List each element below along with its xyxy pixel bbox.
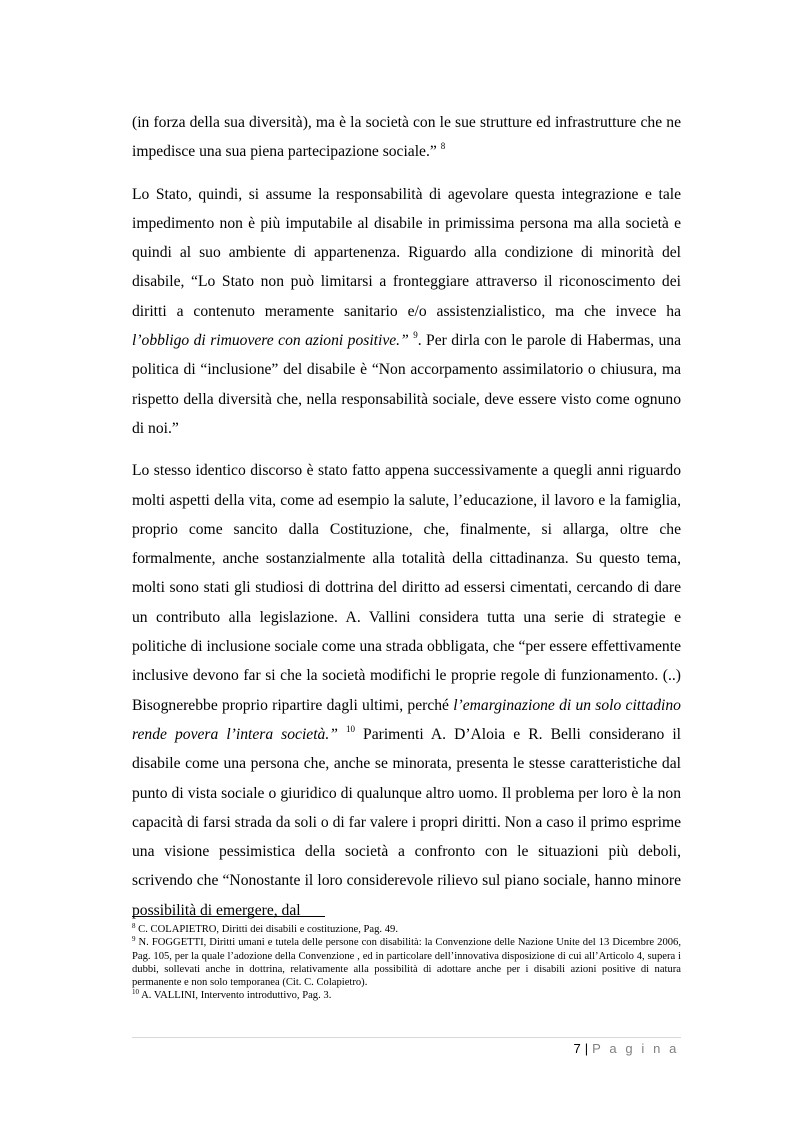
footer-separator: |: [584, 1041, 589, 1056]
footnote-text: A. VALLINI, Intervento introduttivo, Pag. 3.: [139, 990, 332, 1002]
paragraph-3: [132, 456, 681, 925]
page-label: P a g i n a: [592, 1041, 679, 1056]
footnote-ref-10[interactable]: 10: [345, 723, 355, 734]
page-footer: [573, 1041, 679, 1056]
footnote-text: N. FOGGETTI, Diritti umani e tutela delle persone con disabilità: la Convenzione delle Nazione Unite del 13 Dicembre 2006, Pag. 105, per la quale l’adozione della Convenzione , ed in particolare dell’innovativa disposizione di cui all’Articolo 4, supera i dubbi, sollevati anche in dottrina, relativamente alla possibilità di adottare anche per i disabili azioni positive di natura permanente e non solo temporanea (Cit. C. Colapietro).: [132, 937, 681, 989]
footnote-number: 8: [132, 922, 136, 930]
footnote-number: 10: [132, 988, 139, 997]
footnote-separator: [132, 916, 325, 917]
footnote-9: [132, 936, 681, 989]
body-text: [132, 108, 681, 938]
footnote-10: [132, 989, 681, 1002]
italic-quote: l’emarginazione di un solo cittadino rende povera l’intera società.”: [132, 696, 681, 743]
paragraph-1: [132, 108, 681, 167]
paragraph-text: Lo stesso identico discorso è stato fatto appena successivamente a quegli anni riguardo molti aspetti della vita, come ad esempio la salute, l’educazione, il lavoro e la famiglia, proprio come sancito dalla Costituzione, che, finalmente, si allarga, oltre che formalmente, anche sostanzialmente alla totalità della cittadinanza. Su questo tema, molti sono stati gli studiosi di dottrina del diritto ad essersi cimentati, cercando di dare un contributo alla legislazione. A. Vallini considera tutta una serie di strategie e politiche di inclusione sociale come una strada obbligata, che “per essere effettivamente inclusive devono far si che la società modifichi le proprie regole di funzionamento. (..) Bisognerebbe proprio ripartire dagli ultimi, perché: [132, 462, 681, 714]
italic-quote: l’obbligo di rimuovere con azioni positive.”: [132, 332, 409, 350]
footnote-ref-9[interactable]: 9: [413, 330, 418, 341]
footnote-ref-8[interactable]: 8: [440, 141, 446, 152]
paragraph-text: . Per dirla con le parole di Habermas, una politica di “inclusione” del disabile è “Non accorpamento assimilatorio o chiusura, ma rispetto della diversità che, nella responsabilità sociale, deve essere visto come ognuno di noi.”: [132, 332, 681, 437]
footer-divider: [132, 1037, 681, 1038]
page-number: 7: [573, 1041, 581, 1056]
footnote-8: [132, 923, 681, 936]
paragraph-2: [132, 180, 681, 444]
footnotes: [132, 923, 681, 1003]
footnote-number: 9: [132, 935, 136, 944]
paragraph-text: Lo Stato, quindi, si assume la responsabilità di agevolare questa integrazione e tale impedimento non è più imputabile al disabile in primissima persona ma alla società e quindi al suo ambiente di appartenenza. Riguardo alla condizione di minorità del disabile, “Lo Stato non può limitarsi a fronteggiare attraverso il riconoscimento dei diritti a contenuto meramente sanitario e/o assistenzialistico, ma che invece ha: [132, 185, 681, 320]
paragraph-text: Parimenti A. D’Aloia e R. Belli considerano il disabile come una persona che, anche se minorata, presenta le stesse caratteristiche dal punto di vista sociale o giuridico di qualunque altro uomo. Il problema per loro è la non capacità di farsi strada da soli o di far valere i propri diritti. Non a caso il primo esprime una visione pessimistica della società a confronto con le situazioni più deboli, scrivendo che “Nonostante il loro considerevole rilievo sul piano sociale, hanno minore possibilità di emergere, dal: [132, 725, 682, 919]
paragraph-text: (in forza della sua diversità), ma è la società con le sue strutture ed infrastrutture che ne impedisce una sua piena partecipazione sociale.”: [132, 114, 681, 161]
footnote-text: C. COLAPIETRO, Diritti dei disabili e costituzione, Pag. 49.: [135, 924, 398, 935]
